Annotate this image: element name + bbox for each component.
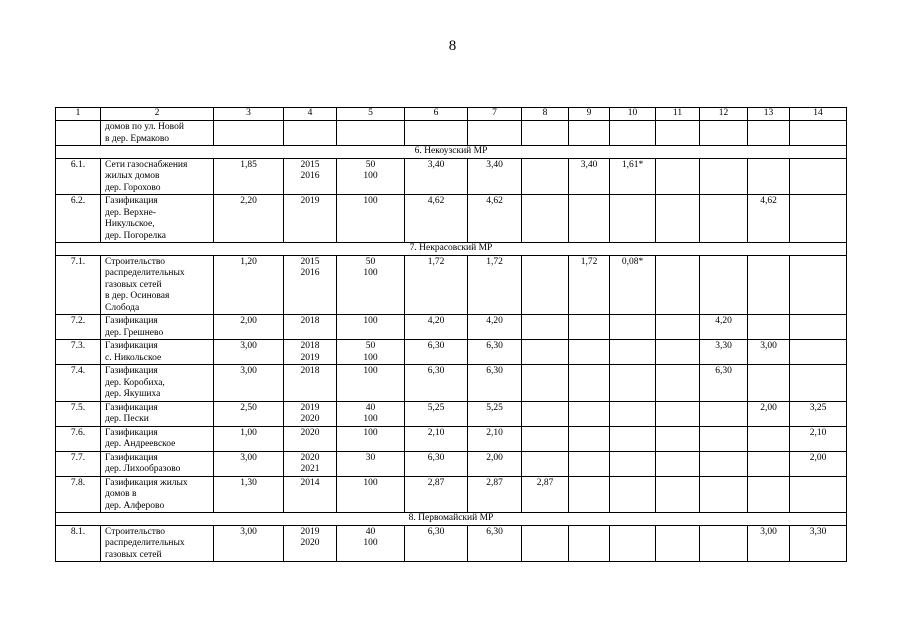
row-number-cell: 7.1. [56,255,101,315]
table-cell [522,315,569,340]
column-number-cell: 12 [700,108,748,121]
table-cell [522,121,569,146]
table-cell: 5,25 [468,401,522,426]
column-number-cell: 11 [656,108,700,121]
object-name-cell: домов по ул. Новой в дер. Ермаково [101,121,214,146]
table-cell [569,401,610,426]
table-cell [569,365,610,402]
row-number-cell: 7.6. [56,426,101,451]
table-cell [656,451,700,476]
table-cell [748,365,790,402]
table-row [56,476,847,513]
table-cell: 2,00 [790,451,847,476]
section-title: 6. Некоузский МР [56,146,847,159]
table-cell [522,426,569,451]
table-cell: 2019 2020 [284,401,337,426]
table-cell [569,426,610,451]
column-number-cell: 10 [610,108,656,121]
table-cell [700,426,748,451]
table-cell: 3,40 [468,158,522,195]
section-header-row [56,146,847,159]
table-cell [610,121,656,146]
table-cell [748,315,790,340]
table-cell [748,426,790,451]
table-cell: 1,20 [214,255,284,315]
table-cell [522,158,569,195]
row-number-cell: 7.7. [56,451,101,476]
table-cell: 3,00 [214,525,284,562]
table-cell [656,158,700,195]
table-cell: 5,25 [405,401,468,426]
table-cell [569,525,610,562]
table-cell [790,315,847,340]
table-cell: 2,00 [748,401,790,426]
table-cell: 6,30 [468,525,522,562]
table-cell: 2015 2016 [284,255,337,315]
table-cell [700,121,748,146]
table-row [56,255,847,315]
object-name-cell: Газификация дер. Андреевское [101,426,214,451]
table-cell [700,525,748,562]
row-number-cell: 7.4. [56,365,101,402]
table-cell: 2019 2020 [284,525,337,562]
table-cell: 2,10 [790,426,847,451]
table-cell: 100 [337,195,405,243]
table-cell [656,121,700,146]
table-cell [468,121,522,146]
table-cell: 3,00 [748,525,790,562]
row-number-cell: 8.1. [56,525,101,562]
object-name-cell: Газификация дер. Лихообразово [101,451,214,476]
table-cell [522,340,569,365]
object-name-cell: Газификация жилых домов в дер. Алферово [101,476,214,513]
table-cell: 4,62 [468,195,522,243]
table-cell: 6,30 [468,365,522,402]
table-cell [748,476,790,513]
object-name-cell: Строительство распределительных газовых сетей в дер. Осиновая Слобода [101,255,214,315]
table-cell [656,401,700,426]
table-cell: 100 [337,476,405,513]
table-row [56,195,847,243]
table-cell: 4,20 [405,315,468,340]
table-cell [790,158,847,195]
column-number-cell: 3 [214,108,284,121]
table-cell: 40 100 [337,525,405,562]
table-cell: 2019 [284,195,337,243]
table-cell [569,121,610,146]
table-cell: 3,00 [214,365,284,402]
column-number-row [56,108,847,121]
table-cell [790,476,847,513]
table-cell: 50 100 [337,340,405,365]
table-row [56,426,847,451]
table-cell [522,525,569,562]
table-cell: 6,30 [405,365,468,402]
table-cell [748,451,790,476]
table-cell [569,315,610,340]
table-cell: 1,00 [214,426,284,451]
table-cell: 6,30 [405,525,468,562]
object-name-cell: Строительство распределительных газовых сетей [101,525,214,562]
table-cell [656,426,700,451]
table-cell [610,476,656,513]
table-cell: 2,10 [468,426,522,451]
row-number-cell: 6.2. [56,195,101,243]
object-name-cell: Газификация дер. Грешнево [101,315,214,340]
table-cell [700,451,748,476]
object-name-cell: Газификация с. Никольское [101,340,214,365]
table-cell [610,401,656,426]
table-cell: 30 [337,451,405,476]
table-cell [748,121,790,146]
column-number-cell: 13 [748,108,790,121]
table-cell [522,401,569,426]
object-name-cell: Сети газоснабжения жилых домов дер. Горохово [101,158,214,195]
table-cell: 1,72 [468,255,522,315]
table-cell [214,121,284,146]
table-cell: 4,20 [700,315,748,340]
table-cell [337,121,405,146]
table-cell: 3,00 [214,451,284,476]
table-cell: 100 [337,426,405,451]
table-cell: 2,50 [214,401,284,426]
table-cell: 4,62 [405,195,468,243]
table-cell [748,158,790,195]
table-cell [656,340,700,365]
row-number-cell: 6.1. [56,158,101,195]
row-number-cell [56,121,101,146]
table-cell [790,195,847,243]
table-cell: 4,62 [748,195,790,243]
table-cell: 3,00 [748,340,790,365]
table-cell: 2,00 [468,451,522,476]
table-cell [656,195,700,243]
table-cell [569,451,610,476]
table-cell: 2020 [284,426,337,451]
table-cell: 2,10 [405,426,468,451]
column-number-cell: 8 [522,108,569,121]
table-cell [700,158,748,195]
table-cell [522,195,569,243]
object-name-cell: Газификация дер. Коробиха, дер. Якушиха [101,365,214,402]
column-number-cell: 4 [284,108,337,121]
row-number-cell: 7.8. [56,476,101,513]
table-cell [284,121,337,146]
table-cell: 1,61* [610,158,656,195]
table-cell: 2018 [284,315,337,340]
table-cell [656,525,700,562]
table-cell: 2,20 [214,195,284,243]
table-cell [656,365,700,402]
table-cell [700,255,748,315]
table-row [56,451,847,476]
table-cell: 3,30 [700,340,748,365]
row-number-cell: 7.3. [56,340,101,365]
column-number-cell: 2 [101,108,214,121]
column-number-cell: 14 [790,108,847,121]
table-cell [569,195,610,243]
table-cell: 6,30 [700,365,748,402]
table-cell: 1,72 [405,255,468,315]
table-cell: 3,40 [569,158,610,195]
object-name-cell: Газификация дер. Пески [101,401,214,426]
table-cell: 3,25 [790,401,847,426]
table-cell [569,340,610,365]
page-number: 8 [448,38,457,54]
table-cell [656,255,700,315]
table-cell: 4,20 [468,315,522,340]
table-row [56,525,847,562]
table-cell: 2,87 [405,476,468,513]
table-cell [610,340,656,365]
table-cell [700,195,748,243]
table-cell [610,315,656,340]
table-cell: 0,08* [610,255,656,315]
table-cell: 100 [337,365,405,402]
table-cell: 6,30 [405,340,468,365]
table-cell: 3,00 [214,340,284,365]
column-number-cell: 9 [569,108,610,121]
table-cell [790,340,847,365]
table-cell [522,255,569,315]
table-cell [790,121,847,146]
table-row [56,158,847,195]
table-cell: 50 100 [337,255,405,315]
row-number-cell: 7.5. [56,401,101,426]
section-title: 7. Некрасовский МР [56,243,847,256]
row-number-cell: 7.2. [56,315,101,340]
table-cell: 2018 2019 [284,340,337,365]
table-cell: 6,30 [468,340,522,365]
table-cell: 3,40 [405,158,468,195]
section-header-row [56,513,847,526]
table-cell [610,451,656,476]
table-row [56,401,847,426]
table-cell: 2018 [284,365,337,402]
gasification-table [55,107,847,562]
column-number-cell: 6 [405,108,468,121]
table-cell: 2015 2016 [284,158,337,195]
table-row [56,315,847,340]
table-cell: 3,30 [790,525,847,562]
table-cell: 2,87 [468,476,522,513]
table-cell [790,365,847,402]
section-header-row [56,243,847,256]
table-cell [610,525,656,562]
table-cell: 40 100 [337,401,405,426]
table-cell [405,121,468,146]
section-title: 8. Первомайский МР [56,513,847,526]
table-cell: 100 [337,315,405,340]
object-name-cell: Газификация дер. Верхне- Никульское, дер. Погорелка [101,195,214,243]
table-row [56,365,847,402]
table-cell: 1,85 [214,158,284,195]
table-cell [610,365,656,402]
table-cell: 2014 [284,476,337,513]
table-cell [700,476,748,513]
table-cell: 1,30 [214,476,284,513]
table-cell [748,255,790,315]
table-cell [656,315,700,340]
table-cell: 2020 2021 [284,451,337,476]
table-cell [522,365,569,402]
column-number-cell: 5 [337,108,405,121]
table-cell [656,476,700,513]
table-cell: 50 100 [337,158,405,195]
column-number-cell: 7 [468,108,522,121]
table-cell [610,426,656,451]
table-cell: 2,87 [522,476,569,513]
table-row [56,121,847,146]
table-cell [610,195,656,243]
table-cell [790,255,847,315]
table-cell [700,401,748,426]
table-cell [522,451,569,476]
table-cell [569,476,610,513]
table-row [56,340,847,365]
table-cell: 6,30 [405,451,468,476]
column-number-cell: 1 [56,108,101,121]
table-cell: 1,72 [569,255,610,315]
table-cell: 2,00 [214,315,284,340]
